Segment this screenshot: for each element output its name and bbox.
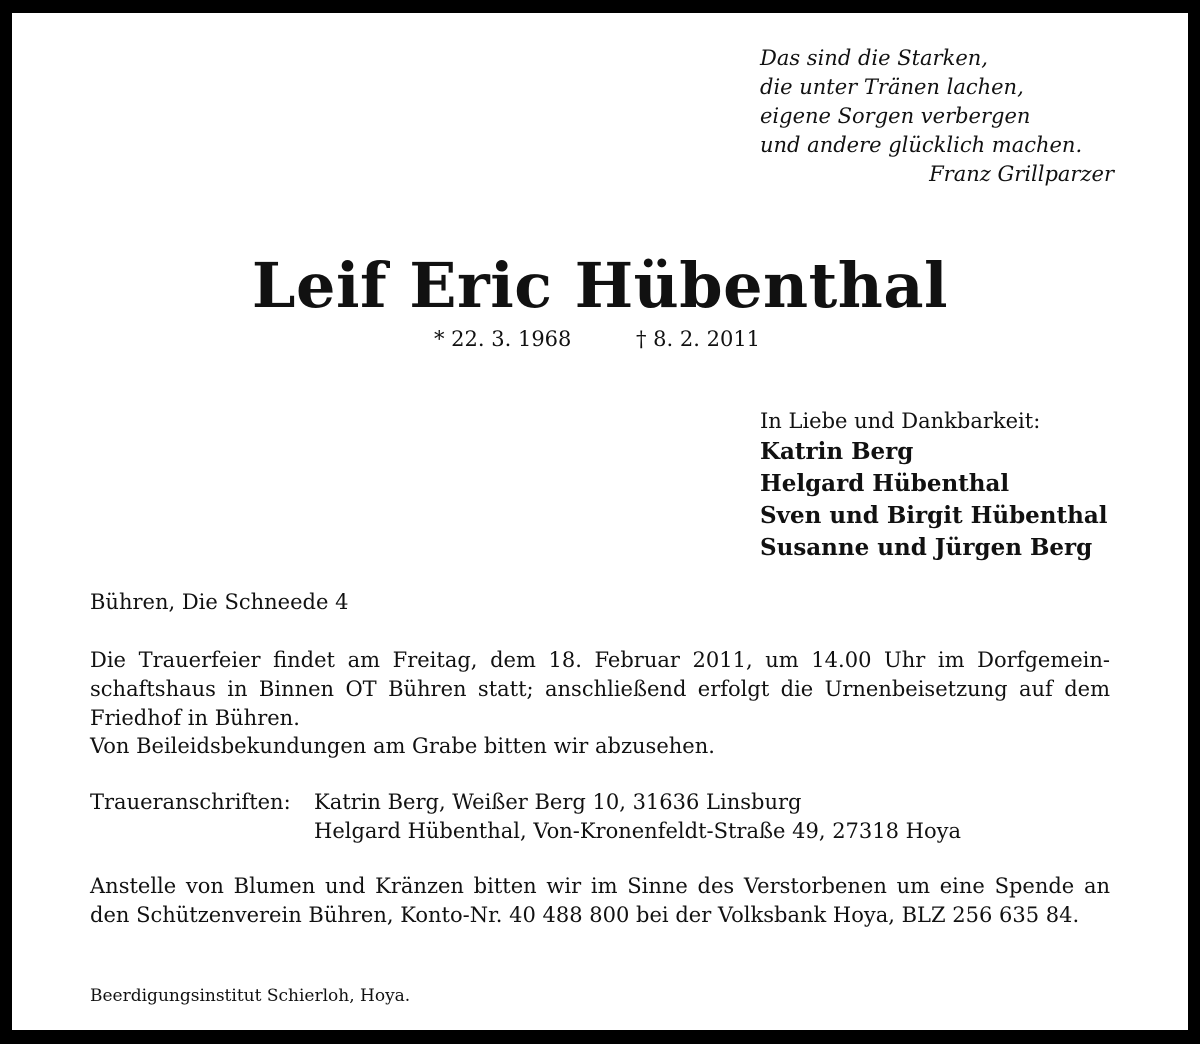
donation-paragraph: Anstelle von Blumen und Kränzen bitten wir im Sinne des Verstorbenen um eine Spende an den Schützenverein Bühren, Konto-Nr. 40 488 800 bei der Volksbank Hoya, BLZ 256 635 84. — [90, 874, 1110, 927]
mourners-intro: In Liebe und Dankbarkeit: — [760, 409, 1041, 433]
home-address: Bühren, Die Schneede 4 — [90, 590, 349, 614]
ceremony-paragraph: Die Trauerfeier findet am Freitag, dem 18. Februar 2011, um 14.00 Uhr im Dorfgemein-schaftshaus in Binnen OT Bühren statt; anschließend erfolgt die Urnenbeisetzung auf dem Friedhof in Bühren. — [90, 648, 1110, 730]
address-entry: Helgard Hübenthal, Von-Kronenfeldt-Straße 49, 27318 Hoya — [314, 819, 962, 843]
mourner-name: Helgard Hübenthal — [760, 470, 1010, 497]
quote-line: die unter Tränen lachen, — [760, 75, 1024, 99]
mourner-name: Katrin Berg — [760, 438, 914, 465]
quote-line: Das sind die Starken, — [760, 46, 988, 70]
mourner-name: Susanne und Jürgen Berg — [760, 534, 1093, 561]
address-entry: Katrin Berg, Weißer Berg 10, 31636 Linsburg — [314, 790, 802, 814]
death-date: † 8. 2. 2011 — [636, 327, 761, 351]
addresses-label: Traueranschriften: — [90, 790, 291, 814]
mourners-block — [760, 406, 1140, 564]
birth-date: * 22. 3. 1968 — [434, 327, 572, 351]
mourner-name: Sven und Birgit Hübenthal — [760, 502, 1108, 529]
deceased-name: Leif Eric Hübenthal — [251, 249, 949, 322]
condolence-note: Von Beileidsbekundungen am Grabe bitten wir abzusehen. — [90, 734, 715, 758]
epigraph-quote — [760, 44, 1120, 189]
quote-line: und andere glücklich machen. — [760, 133, 1083, 157]
quote-author: Franz Grillparzer — [929, 162, 1114, 186]
funeral-home: Beerdigungsinstitut Schierloh, Hoya. — [90, 986, 411, 1006]
quote-line: eigene Sorgen verbergen — [760, 104, 1031, 128]
